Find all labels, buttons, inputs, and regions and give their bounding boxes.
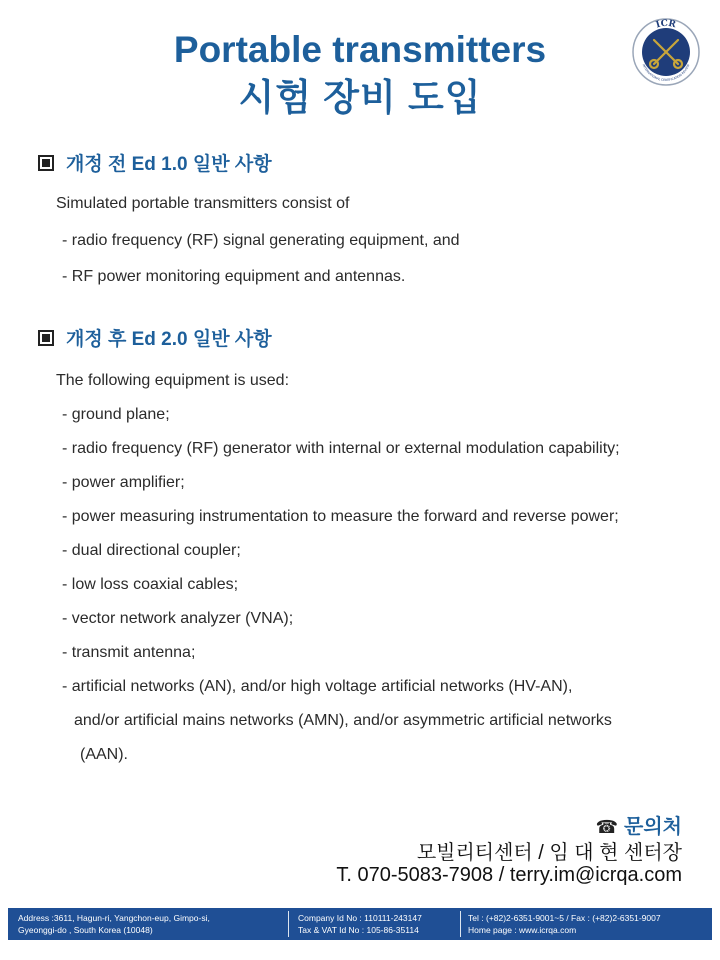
section2-line: and/or artificial mains networks (AMN), and/or asymmetric artificial networks	[74, 712, 612, 729]
page-title: Portable transmitters	[173, 29, 547, 70]
checkbox-bullet-icon	[38, 330, 54, 346]
section1-line: - RF power monitoring equipment and antennas.	[62, 268, 406, 285]
section2-line: - low loss coaxial cables;	[62, 576, 239, 593]
logo-ring-text: INTERNATIONAL CERTIFICATION REVIEW	[641, 63, 691, 82]
section2-line: - artificial networks (AN), and/or high voltage artificial networks (HV-AN),	[62, 678, 573, 695]
footer-contact: Tel : (+82)2-6351-9001~5 / Fax : (+82)2-6351-9007 Home page : www.icrqa.com	[468, 912, 708, 936]
contact-phone-email: T. 070-5083-7908 / terry.im@icrqa.com	[336, 864, 682, 886]
page-subtitle: 시험 장비 도입	[238, 77, 482, 118]
footer-bar	[8, 908, 712, 940]
footer-company-ids: Company Id No : 110111-243147 Tax & VAT Id No : 105-86-35114	[298, 913, 422, 935]
section2-line: - radio frequency (RF) generator with internal or external modulation capability;	[62, 440, 620, 457]
section2-line: - vector network analyzer (VNA);	[62, 610, 294, 627]
section2-line: - power measuring instrumentation to measure the forward and reverse power;	[62, 508, 619, 525]
section-heading-ed2: 개정 후 Ed 2.0 일반 사항	[38, 328, 272, 352]
icr-logo	[632, 18, 700, 86]
section2-line: (AAN).	[80, 746, 128, 763]
logo-text: ICR	[654, 18, 677, 31]
section1-line: - radio frequency (RF) signal generating equipment, and	[62, 232, 460, 249]
section-heading-ed1: 개정 전 Ed 1.0 일반 사항	[38, 153, 272, 177]
section1-line: Simulated portable transmitters consist of	[56, 195, 350, 212]
section2-line: - power amplifier;	[62, 474, 185, 491]
checkbox-bullet-icon	[38, 155, 54, 171]
footer-divider	[288, 911, 289, 937]
homepage-link[interactable]: Home page : www.icrqa.com	[468, 925, 577, 935]
contact-person: 모빌리티센터 / 임 대 현 센터장	[416, 842, 682, 864]
section2-line: - transmit antenna;	[62, 644, 196, 661]
footer-divider	[460, 911, 461, 937]
section2-line: - dual directional coupler;	[62, 542, 241, 559]
section2-line: - ground plane;	[62, 406, 170, 423]
contact-label: ☎ 문의처	[595, 816, 682, 838]
phone-icon: ☎	[595, 817, 619, 837]
footer-address: Address :3611, Hagun-ri, Yangchon-eup, Gimpo-si, Gyeonggi-do , South Korea (10048)	[18, 913, 210, 935]
section2-line: The following equipment is used:	[56, 372, 290, 389]
